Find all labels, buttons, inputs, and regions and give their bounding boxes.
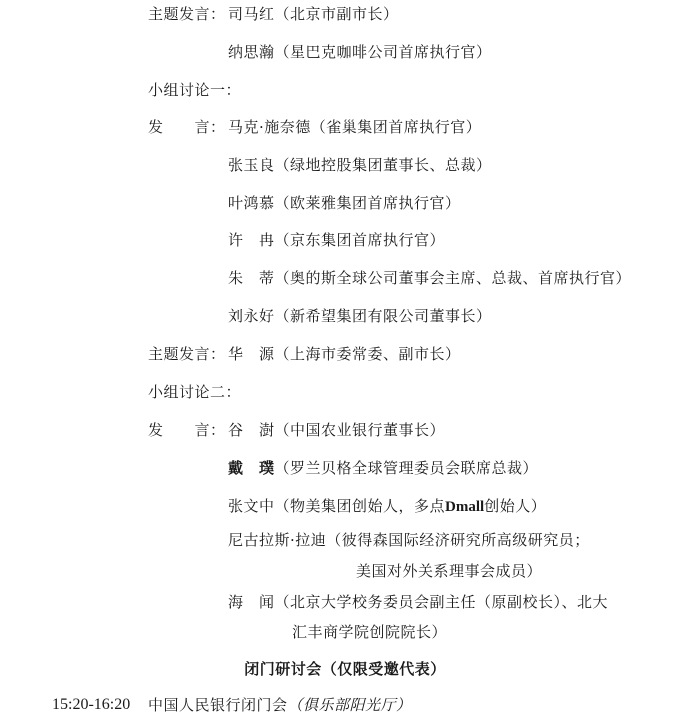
keynote-label-2: 主题发言： <box>148 345 226 363</box>
panel1-speaker: 朱 蒂（奥的斯全球公司董事会主席、总裁、首席执行官） <box>228 269 632 287</box>
panel2-speaker: 谷 澍（中国农业银行董事长） <box>228 421 446 439</box>
event-room: （俱乐部阳光厅） <box>287 696 412 714</box>
panel1-speaker: 刘永好（新希望集团有限公司董事长） <box>228 307 492 325</box>
panel2-speaker: 海 闻（北京大学校务委员会副主任（原副校长）、北大 <box>228 593 609 611</box>
panel2-speaker-continuation: 汇丰商学院创院院长） <box>292 623 448 641</box>
panel1-speaker: 马克·施奈德（雀巢集团首席执行官） <box>228 118 482 136</box>
panel2-speaker <box>228 458 538 478</box>
keynote-speaker-2: 纳思瀚（星巴克咖啡公司首席执行官） <box>228 43 492 61</box>
keynote-speaker-3: 华 源（上海市委常委、副市长） <box>228 345 461 363</box>
panel2-heading: 小组讨论二： <box>148 383 242 401</box>
session-event <box>148 695 412 715</box>
panel1-speaker: 叶鸿慕（欧莱雅集团首席执行官） <box>228 194 461 212</box>
keynote-speaker-1: 司马红（北京市副市长） <box>228 5 399 23</box>
panel2-speaker: 尼古拉斯·拉迪（彼得森国际经济研究所高级研究员； <box>228 531 590 549</box>
panel2-speaker-continuation: 美国对外关系理事会成员） <box>356 562 543 580</box>
keynote-label-1: 主题发言： <box>148 5 226 23</box>
session-time: 15:20-16:20 <box>52 696 131 713</box>
speaker-text: 创始人） <box>484 497 547 515</box>
panel2-speaker <box>228 496 546 517</box>
dmall-brand: Dmall <box>445 499 485 515</box>
closed-session-title: 闭门研讨会（仅限受邀代表） <box>244 660 446 678</box>
panel1-speaker: 许 冉（京东集团首席执行官） <box>228 231 446 249</box>
panel2-speaker-label: 发 言： <box>148 421 226 439</box>
speaker-text: 张文中（物美集团创始人，多点 <box>228 497 446 515</box>
speaker-title: （罗兰贝格全球管理委员会联席总裁） <box>274 459 539 477</box>
event-name: 中国人民银行闭门会 <box>148 696 288 714</box>
panel1-heading: 小组讨论一： <box>148 81 242 99</box>
panel1-speaker-label: 发 言： <box>148 118 226 136</box>
panel1-speaker: 张玉良（绿地控股集团董事长、总裁） <box>228 156 492 174</box>
speaker-name: 戴 璞 <box>228 459 275 477</box>
